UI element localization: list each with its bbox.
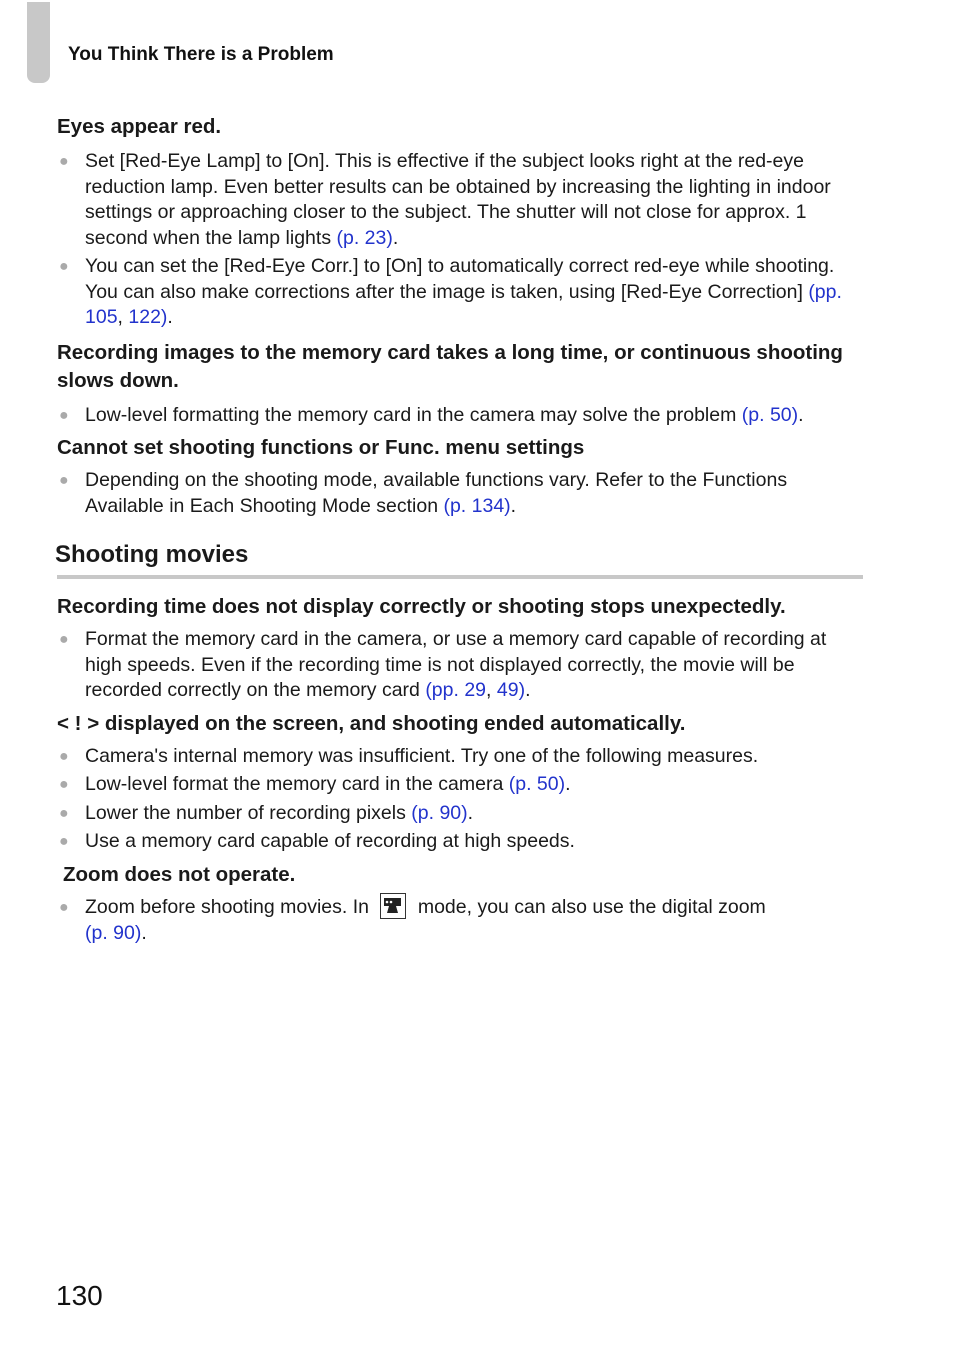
item-text-end: . — [525, 679, 531, 701]
question-displayed-excl: < ! > displayed on the screen, and shooting ended automatically. — [57, 711, 686, 735]
bullet-icon: ● — [59, 747, 69, 765]
item-text: Low-level format the memory card in the camera — [85, 773, 509, 795]
running-head: You Think There is a Problem — [68, 44, 334, 65]
item-text-end: . — [167, 306, 173, 328]
question-func-menu: Cannot set shooting functions or Func. menu settings — [57, 436, 585, 459]
item-text-end: . — [565, 773, 571, 795]
item-text: You can set the [Red-Eye Corr.] to [On] to automatically correct red-eye while shooting. You can also make corrections after the image is taken, using [Red-Eye Correction] — [85, 255, 835, 303]
bullet-icon: ● — [59, 472, 69, 489]
list-item — [57, 627, 867, 704]
item-text-end: . — [392, 226, 399, 249]
bullet-icon: ● — [59, 153, 69, 170]
question-eyes-red: Eyes appear red. — [57, 115, 222, 138]
item-text-end: . — [141, 921, 147, 944]
movie-mode-icon — [380, 893, 406, 919]
item-text: Lower the number of recording pixels — [85, 801, 412, 824]
section-header — [57, 541, 867, 579]
question-recording-slow: Recording images to the memory card takes a long time, or continuous shooting slows down. — [57, 340, 843, 392]
list-item — [57, 744, 867, 770]
item-text: Zoom before shooting movies. In — [85, 895, 375, 918]
list-item — [57, 403, 867, 429]
item-text: Set [Red-Eye Lamp] to [On]. This is effective if the subject looks right at the red-eye reduction lamp. Even better results can be obtained by increasing the lighting in indoor settings or approaching closer to the subject. The shutter will not close for approx. 1 second when the lamp lights — [85, 150, 831, 249]
bullet-icon: ● — [59, 631, 69, 648]
item-text: Depending on the shooting mode, available functions vary. Refer to the Functions Available in Each Shooting Mode section — [85, 469, 788, 517]
section-rule — [57, 575, 863, 579]
page-link[interactable]: (p. 50) — [741, 403, 799, 426]
page-link[interactable]: (p. 90) — [85, 921, 142, 944]
item-text: Format the memory card in the camera, or use a memory card capable of recording at high speeds. Even if the recording time is not displayed correctly, the movie will be recorded correctly on the memory card — [85, 628, 827, 701]
page-link[interactable]: (pp. 29 — [425, 679, 487, 701]
chapter-tab — [27, 2, 50, 83]
item-text: Use a memory card capable of recording at high speeds. — [85, 830, 575, 852]
bullet-icon: ● — [59, 804, 69, 822]
list-item — [57, 772, 867, 798]
list-item — [57, 149, 867, 251]
item-text-end: . — [798, 403, 804, 426]
list-item — [57, 895, 867, 947]
page-link[interactable]: (p. 134) — [443, 494, 511, 517]
page-link[interactable]: 49) — [496, 679, 526, 701]
page-link[interactable]: (p. 50) — [508, 773, 566, 795]
page-link[interactable]: (p. 90) — [411, 801, 468, 824]
page-link[interactable]: (p. 23) — [336, 226, 393, 249]
item-text: mode, you can also use the digital zoom — [412, 895, 766, 918]
section-title: Shooting movies — [55, 541, 249, 568]
list-item — [57, 801, 867, 827]
bullet-icon: ● — [59, 406, 69, 424]
item-text: Camera's internal memory was insufficient. Try one of the following measures. — [85, 744, 759, 767]
page-number: 130 — [56, 1280, 103, 1311]
page-link[interactable]: 122) — [128, 306, 168, 328]
bullet-icon: ● — [59, 898, 69, 916]
bullet-icon: ● — [59, 833, 69, 850]
page-content — [57, 113, 867, 946]
bullet-icon: ● — [59, 776, 69, 793]
list-item — [57, 468, 867, 519]
item-text: Low-level formatting the memory card in the camera may solve the problem — [85, 403, 742, 426]
bullet-icon: ● — [59, 258, 69, 275]
list-item — [57, 829, 867, 855]
item-text-end: . — [510, 494, 517, 517]
item-text-end: . — [467, 801, 474, 824]
page-link[interactable]: (pp. 105 — [85, 280, 842, 328]
question-zoom: Zoom does not operate. — [63, 862, 296, 886]
link-separator: , — [486, 679, 497, 701]
question-recording-time: Recording time does not display correctly or shooting stops unexpectedly. — [57, 595, 786, 618]
list-item — [57, 254, 867, 331]
link-separator: , — [117, 306, 129, 328]
